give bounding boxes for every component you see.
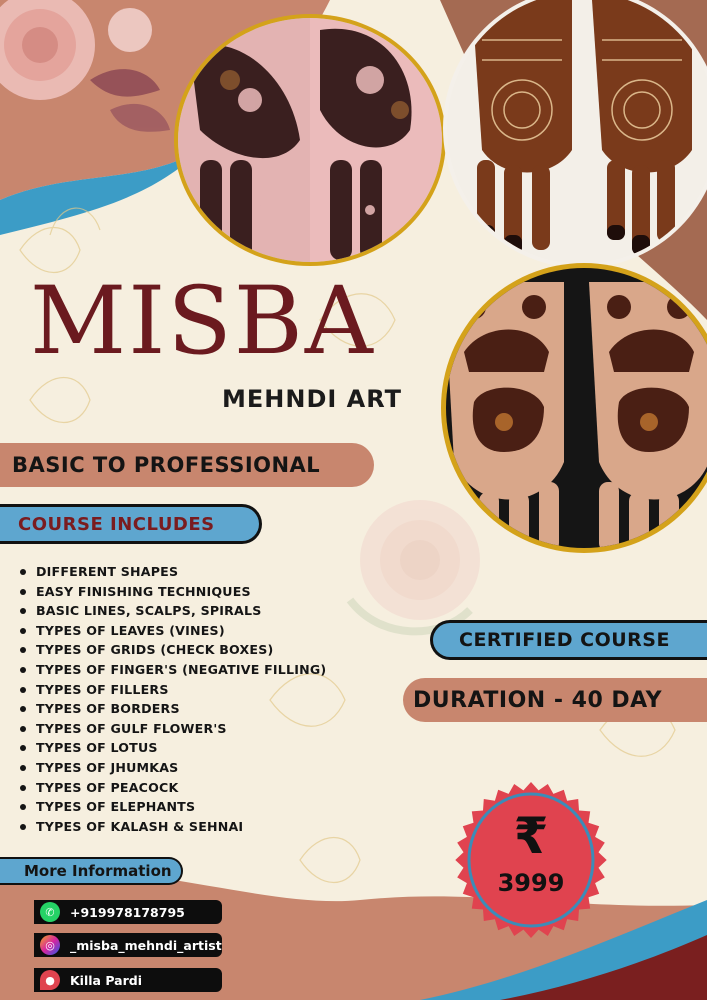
location-pin-icon: ● <box>40 970 60 990</box>
certified-banner <box>430 620 707 660</box>
list-item: EASY FINISHING TECHNIQUES <box>18 582 326 602</box>
course-heading: COURSE INCLUDES <box>18 513 215 535</box>
list-item: BASIC LINES, SCALPS, SPIRALS <box>18 601 326 621</box>
more-info-heading: More Information <box>24 862 172 880</box>
contact-location[interactable] <box>34 968 222 992</box>
list-item: TYPES OF ELEPHANTS <box>18 797 326 817</box>
instagram-icon: ◎ <box>40 935 60 955</box>
list-item: TYPES OF GRIDS (CHECK BOXES) <box>18 640 326 660</box>
instagram-handle: _misba_mehndi_artist <box>70 937 222 953</box>
henna-photo-1 <box>170 10 450 270</box>
henna-photo-2 <box>432 0 707 272</box>
list-item: TYPES OF FILLERS <box>18 680 326 700</box>
course-heading-banner <box>0 504 262 544</box>
certified-text: CERTIFIED COURSE <box>459 629 670 651</box>
rupee-symbol: ₹ <box>513 807 549 865</box>
price-amount: 3999 <box>497 869 565 897</box>
price-badge <box>453 777 609 943</box>
phone-number: +919978178795 <box>70 904 185 920</box>
duration-text: DURATION - 40 DAY <box>413 687 663 713</box>
location-text: Killa Pardi <box>70 972 142 988</box>
list-item: TYPES OF JHUMKAS <box>18 758 326 778</box>
henna-photo-3 <box>434 262 707 554</box>
list-item: TYPES OF LEAVES (VINES) <box>18 621 326 641</box>
course-list <box>18 562 326 836</box>
list-item: TYPES OF BORDERS <box>18 699 326 719</box>
tagline-text: BASIC TO PROFESSIONAL <box>12 453 321 477</box>
list-item: TYPES OF GULF FLOWER'S <box>18 719 326 739</box>
list-item: TYPES OF LOTUS <box>18 738 326 758</box>
tagline-banner <box>0 443 374 487</box>
contact-instagram[interactable] <box>34 933 222 957</box>
list-item: TYPES OF PEACOCK <box>18 778 326 798</box>
contact-phone[interactable] <box>34 900 222 924</box>
duration-banner <box>403 678 707 722</box>
more-info-banner <box>0 857 183 885</box>
whatsapp-icon: ✆ <box>40 902 60 922</box>
brand-title: MISBA <box>30 267 375 376</box>
brand-subtitle: MEHNDI ART <box>222 385 403 413</box>
list-item: DIFFERENT SHAPES <box>18 562 326 582</box>
list-item: TYPES OF FINGER'S (NEGATIVE FILLING) <box>18 660 326 680</box>
list-item: TYPES OF KALASH & SEHNAI <box>18 817 326 837</box>
